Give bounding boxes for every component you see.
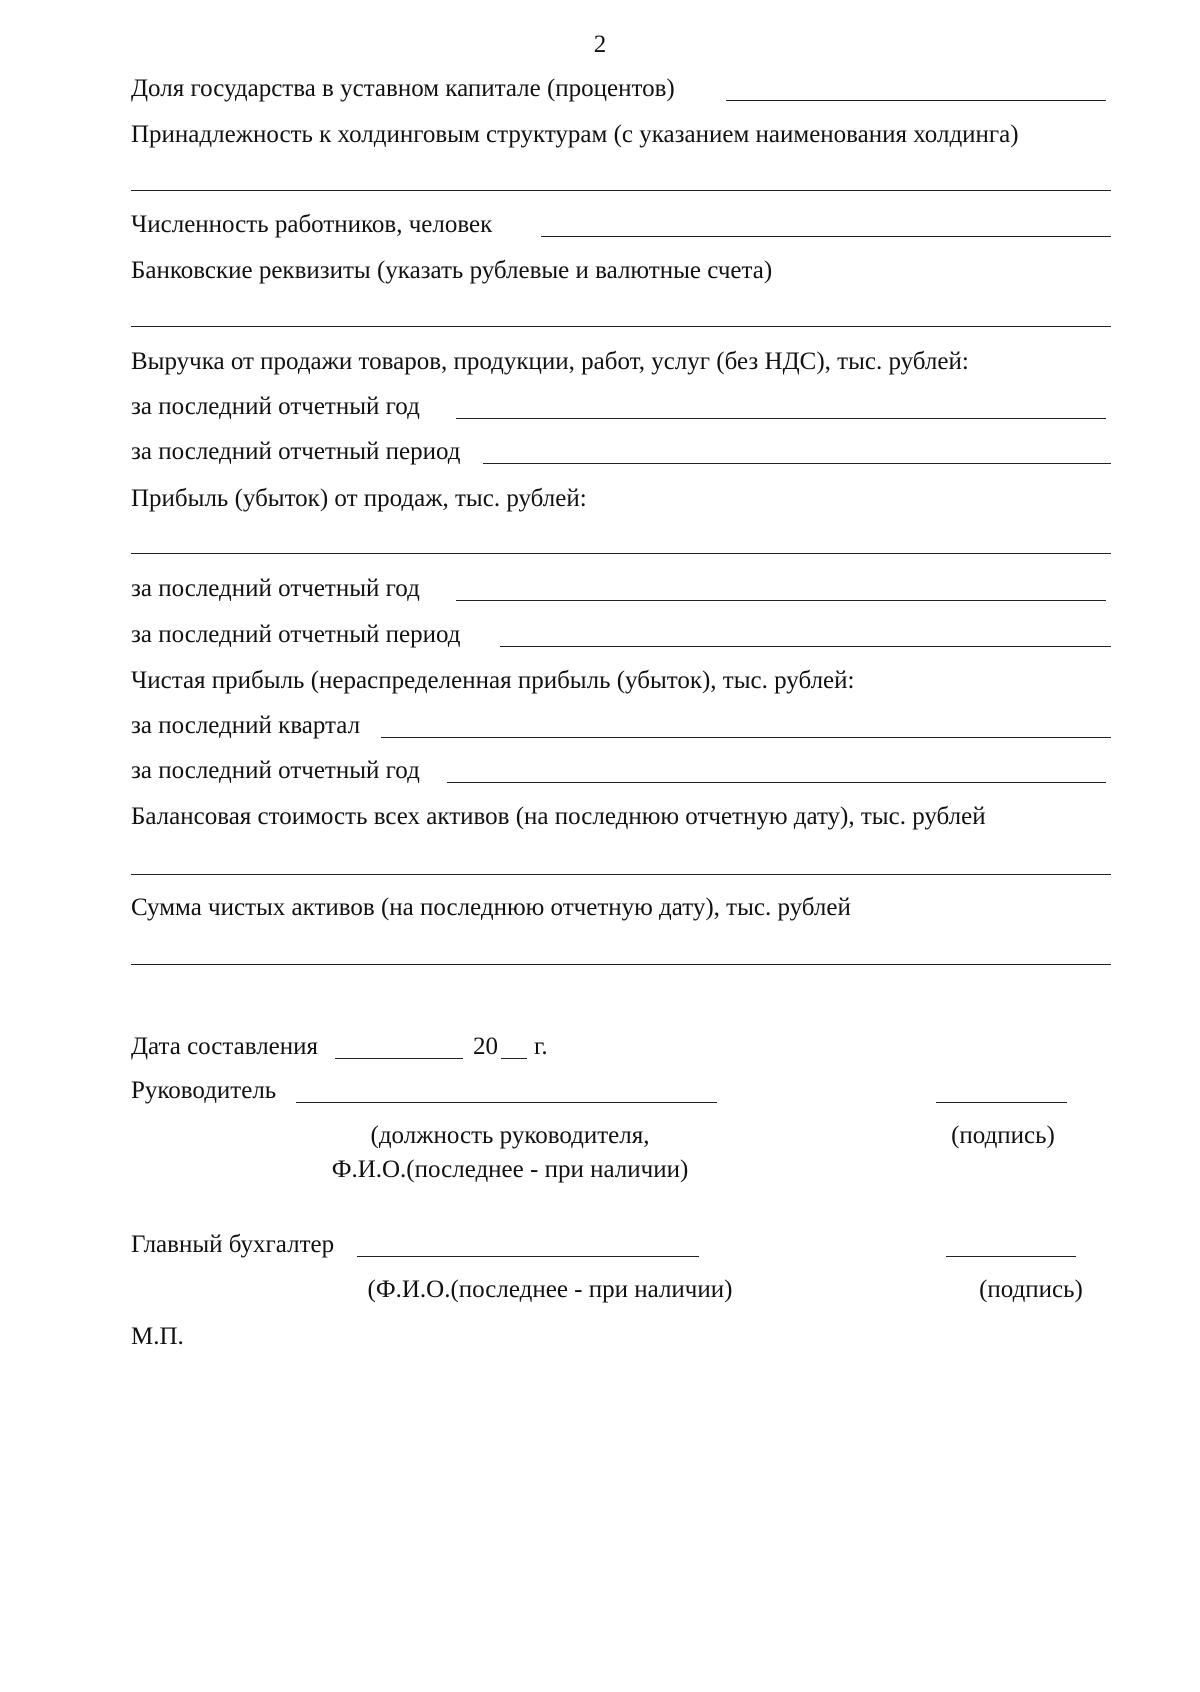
- date-line[interactable]: [335, 1058, 463, 1059]
- net-assets-line[interactable]: [131, 964, 1111, 965]
- revenue-period-label: за последний отчетный период: [131, 438, 461, 465]
- profit-year-label: за последний отчетный год: [131, 575, 420, 602]
- profit-period-line[interactable]: [500, 646, 1111, 647]
- head-caption-name: Ф.И.О.(последнее - при наличии): [331, 1156, 689, 1183]
- date-label: Дата составления: [131, 1033, 319, 1060]
- profit-label: Прибыль (убыток) от продаж, тыс. рублей:: [131, 485, 587, 512]
- revenue-year-label: за последний отчетный год: [131, 393, 420, 420]
- holding-label: Принадлежность к холдинговым структурам (с указанием наименования холдинга): [131, 121, 1019, 148]
- year-prefix: 20: [473, 1033, 498, 1060]
- head-signature-line[interactable]: [936, 1102, 1067, 1103]
- net-quarter-line[interactable]: [381, 737, 1111, 738]
- assets-label: Балансовая стоимость всех активов (на последнюю отчетную дату), тыс. рублей: [131, 803, 986, 830]
- bank-label: Банковские реквизиты (указать рублевые и валютные счета): [131, 257, 773, 284]
- assets-line[interactable]: [131, 874, 1111, 875]
- bank-line[interactable]: [131, 326, 1111, 327]
- employees-label: Численность работников, человек: [131, 211, 493, 238]
- head-caption-position: (должность руководителя,: [370, 1122, 650, 1149]
- profit-year-line[interactable]: [456, 600, 1106, 601]
- net-assets-label: Сумма чистых активов (на последнюю отчетную дату), тыс. рублей: [131, 894, 851, 921]
- net-profit-label: Чистая прибыль (нераспределенная прибыль (убыток), тыс. рублей:: [131, 667, 855, 694]
- profit-line[interactable]: [131, 553, 1111, 554]
- profit-period-label: за последний отчетный период: [131, 621, 461, 648]
- employees-line[interactable]: [541, 236, 1111, 237]
- year-suffix: г.: [534, 1033, 548, 1060]
- accountant-label: Главный бухгалтер: [131, 1231, 335, 1258]
- revenue-period-line[interactable]: [483, 463, 1111, 464]
- accountant-caption: (Ф.И.О.(последнее - при наличии): [367, 1276, 733, 1303]
- net-quarter-label: за последний квартал: [131, 712, 361, 739]
- state-share-line[interactable]: [726, 100, 1106, 101]
- page-number: 2: [593, 31, 607, 58]
- head-signature-caption: (подпись): [951, 1122, 1055, 1149]
- revenue-year-line[interactable]: [456, 418, 1106, 419]
- net-year-label: за последний отчетный год: [131, 757, 420, 784]
- head-line[interactable]: [296, 1102, 717, 1103]
- year-line[interactable]: [501, 1058, 527, 1059]
- head-label: Руководитель: [131, 1077, 277, 1104]
- accountant-line[interactable]: [357, 1256, 699, 1257]
- accountant-signature-caption: (подпись): [979, 1276, 1083, 1303]
- net-year-line[interactable]: [447, 782, 1106, 783]
- revenue-label: Выручка от продажи товаров, продукции, работ, услуг (без НДС), тыс. рублей:: [131, 348, 969, 375]
- holding-line[interactable]: [131, 190, 1111, 191]
- seal-label: М.П.: [131, 1323, 184, 1350]
- state-share-label: Доля государства в уставном капитале (процентов): [131, 75, 675, 102]
- accountant-signature-line[interactable]: [946, 1256, 1076, 1257]
